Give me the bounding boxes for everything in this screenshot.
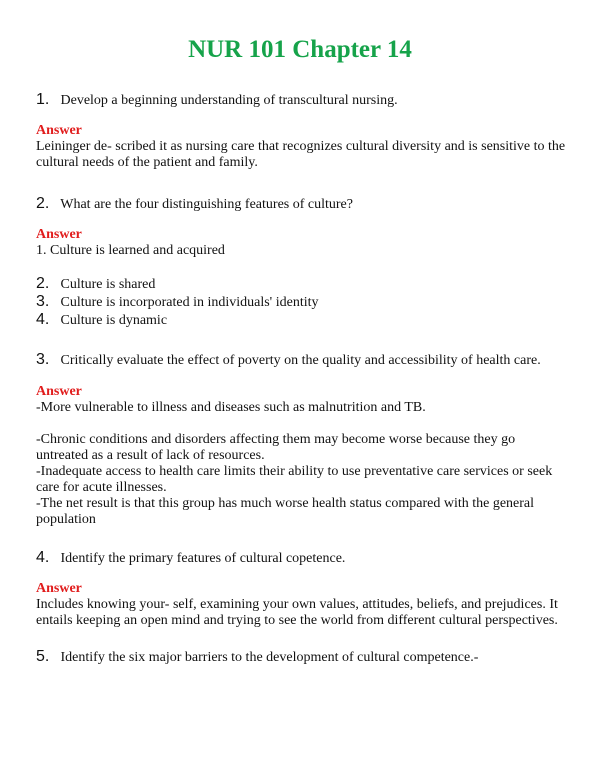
question-text: Identify the primary features of cultural copetence. (60, 551, 346, 566)
list-item-text: Culture is dynamic (60, 313, 168, 328)
list-item-text: Culture is incorporated in individuals' identity (60, 295, 319, 310)
list-item (36, 294, 318, 311)
question-5 (36, 649, 478, 666)
list-item-number: 4. (36, 311, 50, 328)
question-number: 3. (36, 351, 50, 368)
answer-label: Answer (36, 227, 82, 242)
answer-text: -More vulnerable to illness and diseases such as malnutrition and TB. (36, 400, 426, 415)
question-text: Critically evaluate the effect of poverty on the quality and accessibility of health care. (60, 353, 541, 368)
question-text: Identify the six major barriers to the development of cultural competence.- (60, 650, 479, 665)
answer-text: Includes knowing your- self, examining your own values, attitudes, beliefs, and prejudices. It entails keeping an open mind and trying to see the world from different cultural perspectives. (36, 597, 558, 628)
question-number: 4. (36, 549, 50, 566)
question-number: 1. (36, 91, 50, 108)
answer-text: -The net result is that this group has much worse health status compared with the general population (36, 496, 535, 527)
list-item (36, 276, 155, 293)
question-text: Develop a beginning understanding of transcultural nursing. (60, 93, 398, 108)
question-4 (36, 550, 345, 567)
list-item-text: Culture is shared (60, 277, 156, 292)
answer-label: Answer (36, 384, 82, 399)
answer-text: 1. Culture is learned and acquired (36, 243, 225, 258)
question-text: What are the four distinguishing features of culture? (60, 197, 353, 212)
question-3 (36, 352, 541, 369)
answer-text: -Chronic conditions and disorders affecting them may become worse because they go untreated as a result of lack of resources. (36, 432, 516, 463)
question-number: 5. (36, 648, 50, 665)
list-item-number: 3. (36, 293, 50, 310)
question-number: 2. (36, 195, 50, 212)
list-item (36, 312, 167, 329)
question-1 (36, 92, 398, 109)
answer-label: Answer (36, 581, 82, 596)
question-2 (36, 196, 353, 213)
page-title: NUR 101 Chapter 14 (188, 36, 412, 63)
answer-text: Leininger de- scribed it as nursing care that recognizes cultural diversity and is sensitive to the cultural needs of the patient and family. (36, 139, 566, 170)
answer-label: Answer (36, 123, 82, 138)
list-item-number: 2. (36, 275, 50, 292)
answer-text: -Inadequate access to health care limits their ability to use preventative care services or seek care for acute illnesses. (36, 464, 553, 495)
